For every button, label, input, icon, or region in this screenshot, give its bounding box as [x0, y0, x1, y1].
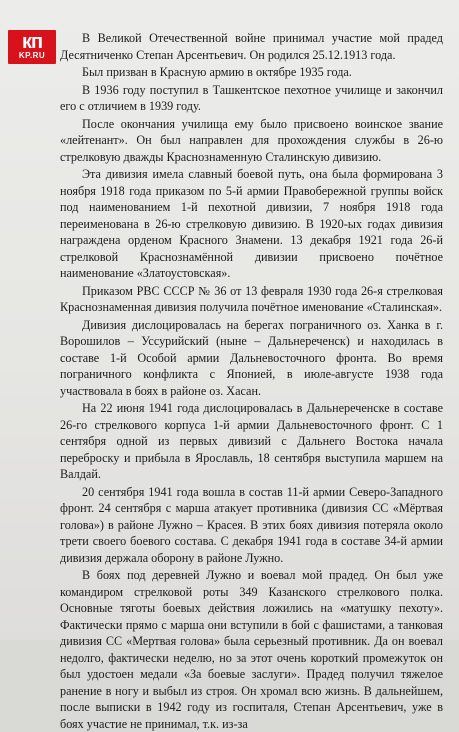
paragraph: Эта дивизия имела славный боевой путь, она была формирована 3 ноября 1918 года приказом по 5-й армии Правобережной группы войск под наименованием 1-й пехотной дивизии, 7 ноября 1918 года переименована в 26-ю стрелковую дивизию. В 1920-ых годах дивизия награждена орденом Красного Знамени. 13 декабря 1921 года 26-й стрелковой Краснознамённой дивизии присвоено почётное наименование «Златоустовская». [60, 167, 443, 280]
paragraph: Был призван в Красную армию в октябре 1935 года. [82, 65, 352, 79]
paragraph: Приказом РВС СССР № 36 от 13 февраля 1930 года 26-я стрелковая Краснознаменная дивизия получила почётное именование «Сталинская». [60, 283, 443, 314]
kp-logo[interactable] [8, 30, 56, 64]
paragraph: На 22 июня 1941 года дислоцировалась в Дальнереченске в составе 26-го стрелкового корпуса 1-й армии Дальневосточного фронт. С 1 сентября одной из первых дивизий с Дальнего Востока начала переброску и прибыла в Ярославль, 18 сентября выступила маршем на Валдай. [60, 401, 443, 481]
document-body [60, 30, 443, 732]
paragraph: В Великой Отечественной войне принимал участие мой прадед Десятниченко Степан Арсентьевич. Он родился 25.12.1913 года. [60, 31, 443, 62]
logo-brand-text: кп [21, 31, 43, 53]
paragraph: В 1936 году поступил в Ташкентское пехотное училище и закончил его с отличием в 1939 году. [60, 82, 443, 113]
paragraph: В боях под деревней Лужно и воевал мой прадед. Он был уже командиром стрелковой роты 349 Казанского стрелкового полка. Основные тяготы боевых действия ложились на «матушку пехоту». Фактически прямо с марша они вступили в бой с фашистами, а танковая дивизия СС «Мертвая голова» была серьезный противник. Да он воевал недолго, фактически неделю, но за этот очень короткий промежуток он был удостоен медали «За боевые заслуги». Прадед получил тяжелое ранение в ногу и выбыл из строя. Он хромал всю жизнь. В дальнейшем, после выписки в 1942 году из госпиталя, Степан Арсентьевич, уже в боях участие не принимал, т.к. из-за [60, 568, 443, 731]
paragraph: 20 сентября 1941 года вошла в состав 11-й армии Северо-Западного фронт. 24 сентября с марша атакует противника (дивизия СС «Мёртвая голова») в районе Лужно – Красея. В этих боях дивизия потеряла около трети своего боевого состава. С декабря 1941 года в составе 34-й армии дивизия держала оборону в районе Лужно. [60, 484, 443, 565]
logo-domain-text: KP.RU [18, 51, 46, 60]
paragraph: Дивизия дислоцировалась на берегах пограничного оз. Ханка в г. Ворошилов – Уссурийский (ныне – Дальнереченск) и находилась в составе 1-й Особой армии Дальневосточного фронта. Во время пограничного конфликта с Японией, в июле-августе 1938 года участвовала в боях в районе оз. Хасан. [60, 317, 443, 398]
paragraph: После окончания училища ему было присвоено воинское звание «лейтенант». Он был направлен для прохождения службы в 26-ю стрелковую дважды Краснознаменную Сталинскую дивизию. [60, 116, 443, 164]
